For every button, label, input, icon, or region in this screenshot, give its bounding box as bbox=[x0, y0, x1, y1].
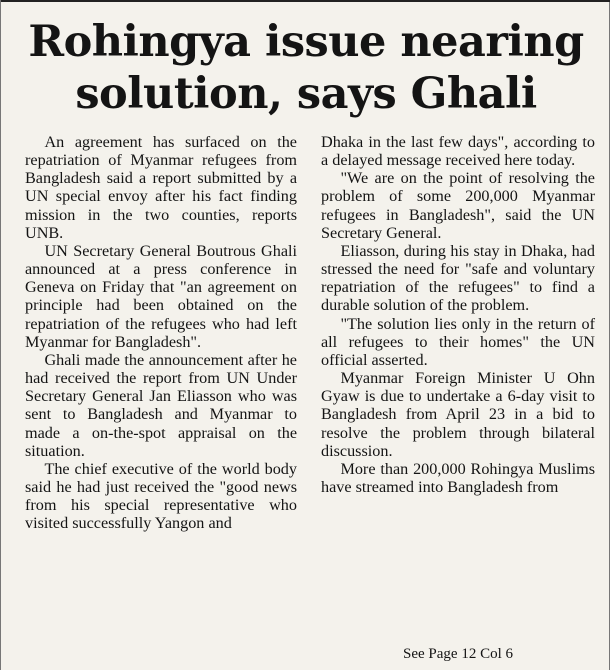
paragraph: Eliasson, during his stay in Dhaka, had stressed the need for "safe and voluntary repatriation of the refugees" to find a durable solution of the problem. bbox=[321, 241, 595, 315]
column-1 bbox=[25, 133, 297, 532]
column-2 bbox=[321, 133, 595, 496]
headline: Rohingya issue nearing solution, says Ghali bbox=[28, 17, 584, 119]
paragraph: Dhaka in the last few days", according to a delayed message received here today. bbox=[321, 133, 595, 170]
paragraph: More than 200,000 Rohingya Muslims have streamed into Bangladesh from bbox=[321, 459, 595, 496]
paragraph: The chief executive of the world body said he had just received the "good news from his special representative who visited successfully Yangon and bbox=[25, 459, 297, 533]
top-rule bbox=[1, 0, 610, 2]
paragraph: An agreement has surfaced on the repatriation of Myanmar refugees from Bangladesh said a report submitted by a UN special envoy after his fact finding mission in the two counties, reports UNB. bbox=[25, 133, 297, 242]
paragraph: Myanmar Foreign Minister U Ohn Gyaw is due to undertake a 6-day visit to Bangladesh from April 23 in a bid to resolve the problem through bilateral discussion. bbox=[321, 369, 595, 460]
paragraph: UN Secretary General Boutrous Ghali announced at a press conference in Geneva on Friday that "an agreement on principle had been obtained on the repatriation of the refugees who had left Myanmar for Bangladesh". bbox=[25, 241, 297, 351]
paragraph: Ghali made the announcement after he had received the report from UN Under Secretary General Jan Eliasson who was sent to Bangladesh and Myanmar to made a on-the-spot appraisal on the situation. bbox=[25, 350, 297, 460]
continued-on-page-line: See Page 12 Col 6 bbox=[403, 646, 513, 662]
paragraph: "We are on the point of resolving the problem of some 200,000 Myanmar refugees in Bangladesh", said the UN Secretary General. bbox=[321, 169, 595, 242]
paragraph: "The solution lies only in the return of all refugees to their homes" the UN official asserted. bbox=[321, 314, 595, 369]
